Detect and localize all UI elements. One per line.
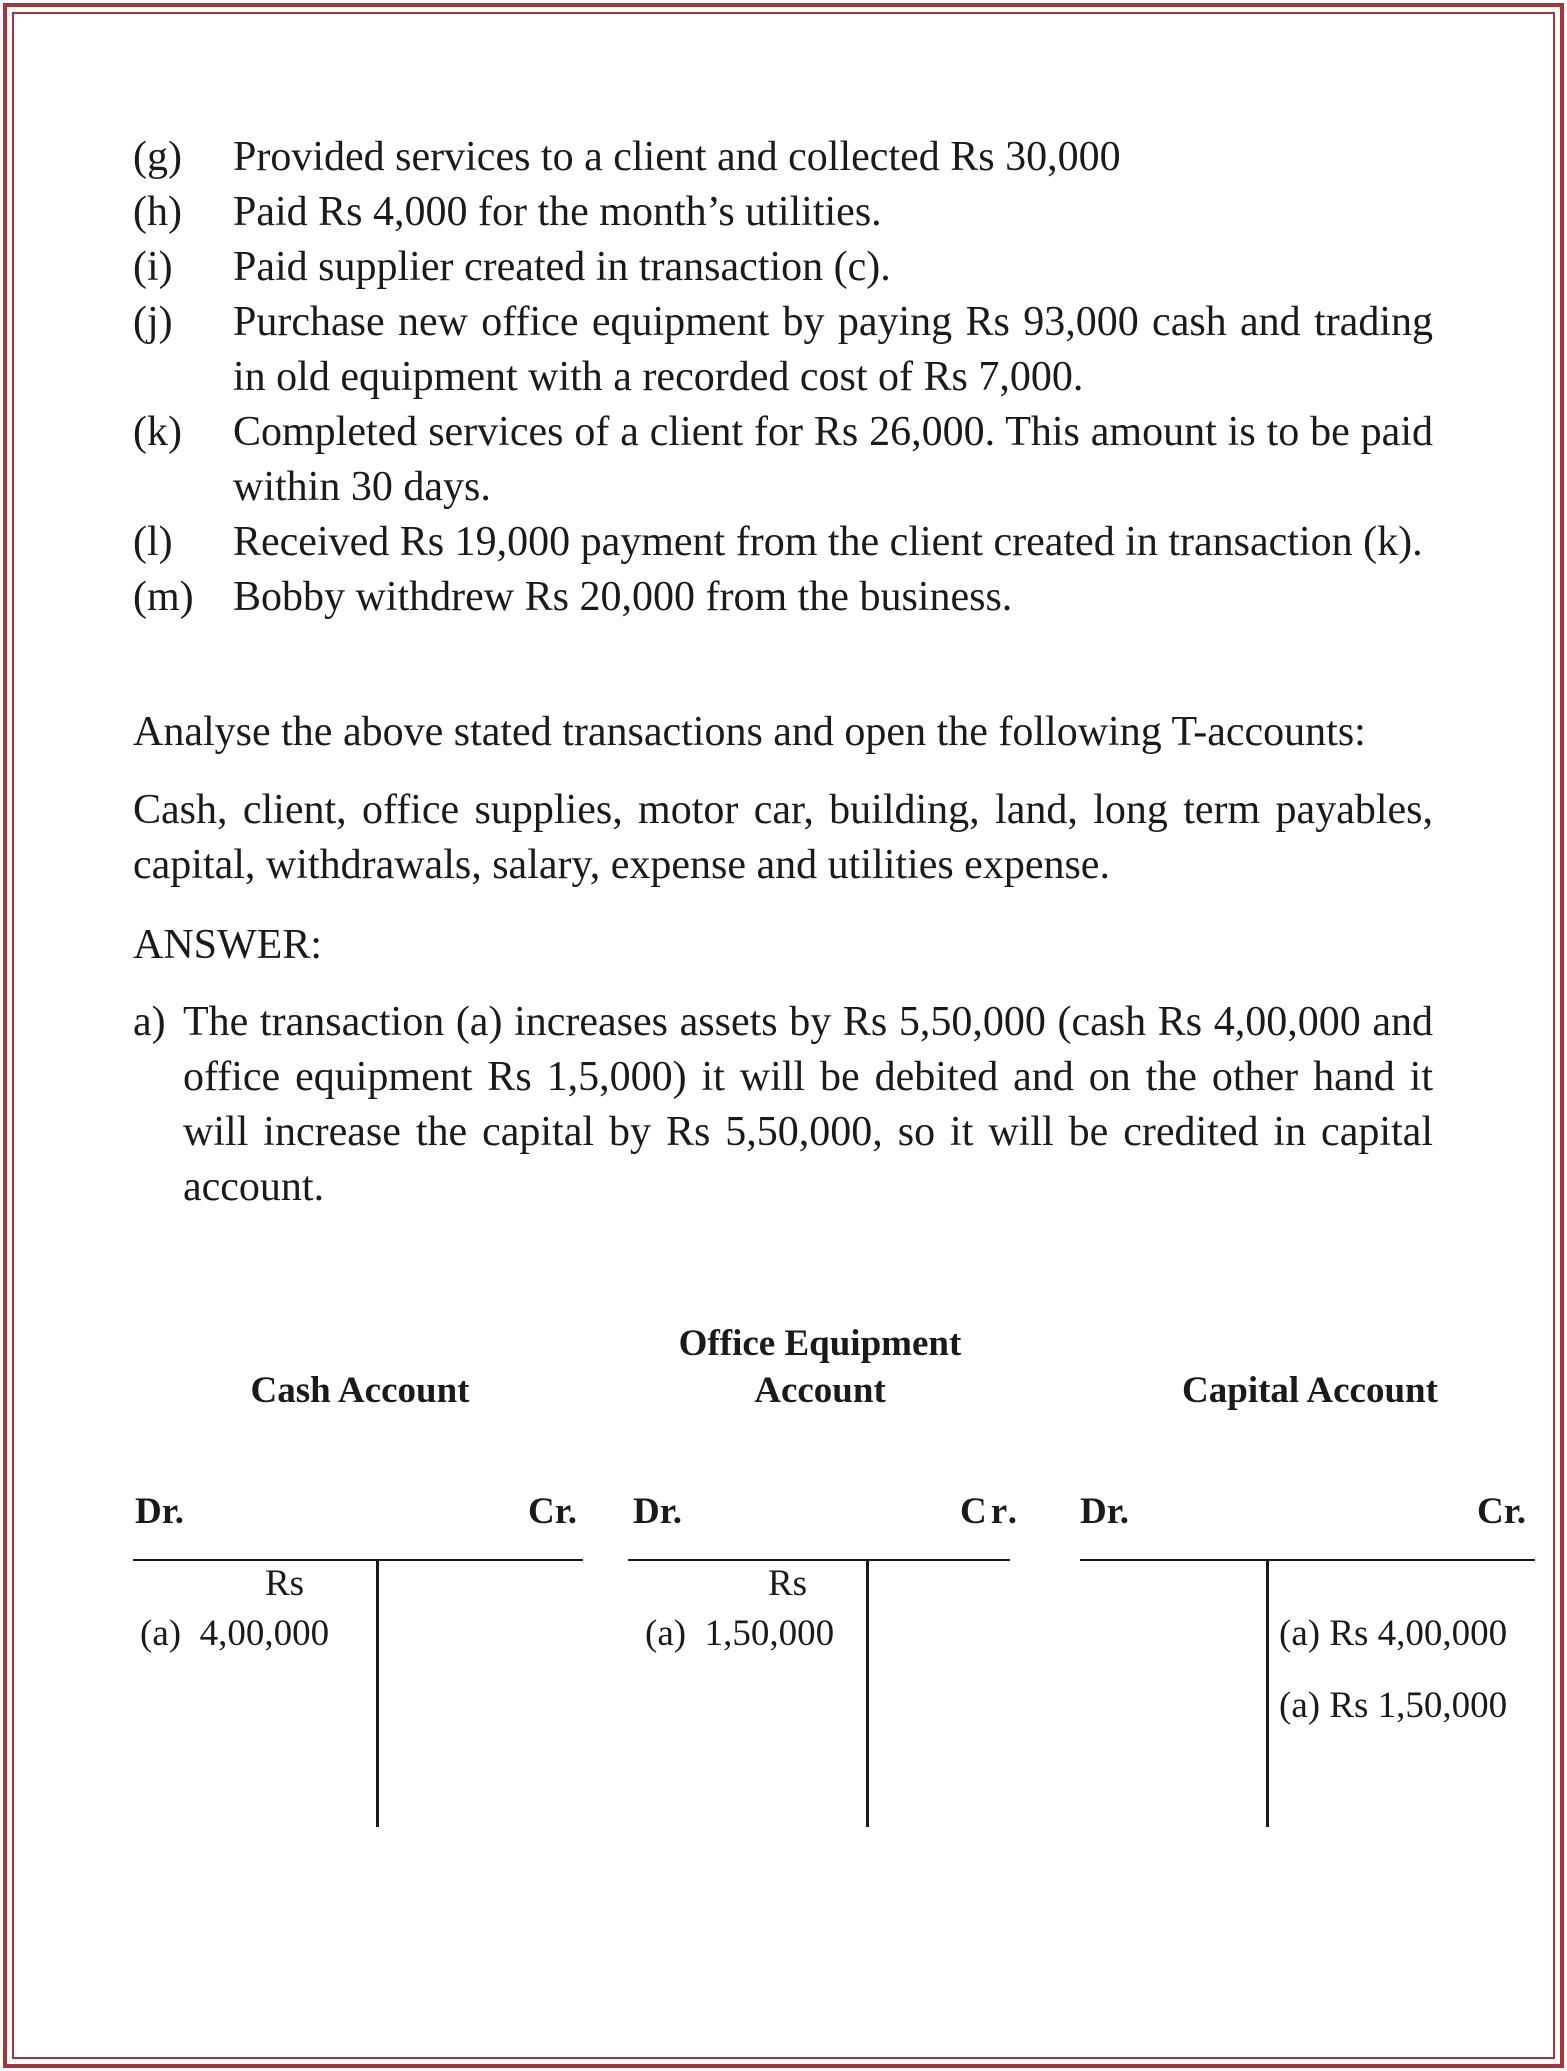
transaction-label: (i) bbox=[133, 244, 173, 290]
transaction-label: (l) bbox=[133, 519, 173, 565]
cash-t-horizontal-line bbox=[133, 1559, 583, 1561]
cash-account-title: Cash Account bbox=[250, 1370, 470, 1411]
transaction-item bbox=[133, 515, 1433, 570]
capital-t-horizontal-line bbox=[1080, 1559, 1535, 1561]
transaction-text: Purchase new office equipment by paying Rs 93,000 cash and trading in old equipment with a recorded cost of Rs 7,000. bbox=[233, 299, 1433, 400]
cash-cr-label: Cr. bbox=[528, 1491, 577, 1532]
capital-t-vertical-line bbox=[1266, 1560, 1269, 1827]
answer-a-text: The transaction (a) increases assets by Rs 5,50,000 (cash Rs 4,00,000 and office equipment Rs 1,5,000) it will be debited and on the other hand it will increase the capital by Rs 5,50,000, so it will be credited in capital account. bbox=[183, 999, 1433, 1210]
cash-debit-header: Rs bbox=[265, 1563, 305, 1604]
cash-dr-label: Dr. bbox=[135, 1491, 184, 1532]
answer-a bbox=[133, 995, 1433, 1215]
transaction-text: Paid Rs 4,000 for the month’s utilities. bbox=[233, 189, 882, 235]
cash-debit-entry: (a) 4,00,000 bbox=[140, 1613, 330, 1654]
capital-cr-label: Cr. bbox=[1477, 1491, 1526, 1532]
capital-dr-label: Dr. bbox=[1080, 1491, 1129, 1532]
transaction-label: (m) bbox=[133, 574, 194, 620]
transaction-label: (k) bbox=[133, 409, 182, 455]
capital-credit-entry: (a) Rs 4,00,000 bbox=[1279, 1613, 1508, 1654]
office-equipment-t-horizontal-line bbox=[628, 1559, 1010, 1561]
office-equipment-t-vertical-line bbox=[866, 1560, 869, 1827]
transaction-item bbox=[133, 130, 1433, 185]
accounts-list-text: Cash, client, office supplies, motor car, building, land, long term payables, capital, withdrawals, salary, expense and utilities expense. bbox=[133, 787, 1433, 888]
office-equipment-debit-header: Rs bbox=[768, 1563, 808, 1604]
transaction-text: Bobby withdrew Rs 20,000 from the business. bbox=[233, 574, 1013, 620]
transaction-label: (g) bbox=[133, 134, 182, 180]
answer-a-label: a) bbox=[133, 999, 166, 1045]
transaction-item bbox=[133, 240, 1433, 295]
transaction-label: (h) bbox=[133, 189, 182, 235]
transaction-item bbox=[133, 185, 1433, 240]
transaction-item bbox=[133, 570, 1433, 625]
transaction-text: Received Rs 19,000 payment from the client created in transaction (k). bbox=[233, 519, 1423, 565]
answer-heading: ANSWER: bbox=[133, 922, 322, 968]
office-equipment-cr-label: Cr. bbox=[960, 1491, 1021, 1532]
cash-t-vertical-line bbox=[376, 1560, 379, 1827]
transaction-text: Completed services of a client for Rs 26,000. This amount is to be paid within 30 days. bbox=[233, 409, 1433, 510]
capital-credit-entry: (a) Rs 1,50,000 bbox=[1279, 1685, 1508, 1726]
transaction-list bbox=[133, 130, 1433, 625]
transaction-item bbox=[133, 295, 1433, 405]
instruction-text: Analyse the above stated transactions and open the following T-accounts: bbox=[133, 709, 1366, 755]
transaction-text: Paid supplier created in transaction (c). bbox=[233, 244, 891, 290]
office-equipment-title-line1: Office Equipment bbox=[678, 1323, 962, 1364]
transaction-text: Provided services to a client and collected Rs 30,000 bbox=[233, 134, 1121, 180]
office-equipment-title-line2: Account bbox=[754, 1370, 886, 1411]
capital-account-title: Capital Account bbox=[1182, 1370, 1438, 1411]
office-equipment-dr-label: Dr. bbox=[633, 1491, 682, 1532]
transaction-label: (j) bbox=[133, 299, 173, 345]
office-equipment-debit-entry: (a) 1,50,000 bbox=[645, 1613, 835, 1654]
transaction-item bbox=[133, 405, 1433, 515]
